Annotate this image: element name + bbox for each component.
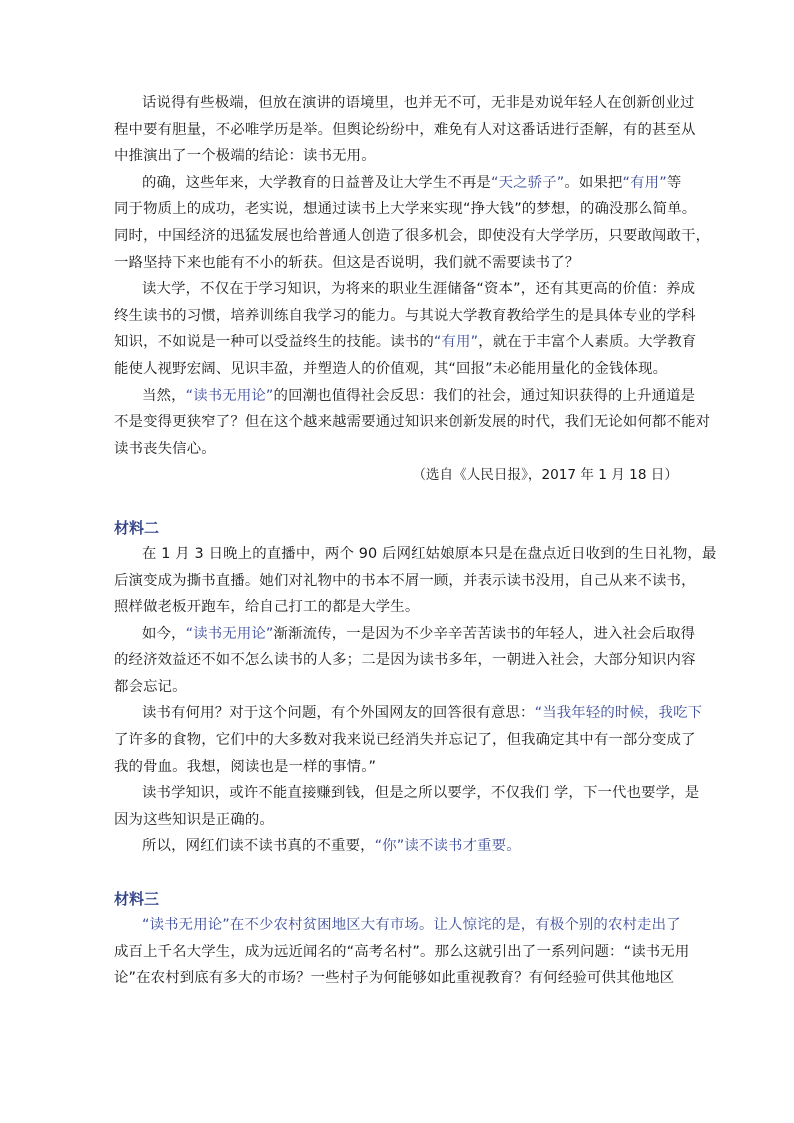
text-line: 的确，这些年来，大学教育的日益普及让大学生不再是“天之骄子”。如果把“有用”等 (142, 174, 682, 191)
paragraph (114, 621, 694, 701)
text-line: 照样做老板开跑车，给自己打工的都是大学生。 (114, 599, 420, 616)
text-line: 同时，中国经济的迅猛发展也给普通人创造了很多机会，即使没有大学学历，只要敢闯敢干， (114, 227, 711, 244)
paragraph (114, 541, 717, 621)
section-heading: 材料三 (114, 890, 160, 909)
text-line: 了许多的食物，它们中的大多数对我来说已经消失并忘记了，但我确定其中有一部分变成了 (114, 732, 696, 749)
paragraph (114, 90, 694, 170)
text-line: 知识，不如说是一种可以受益终生的技能。读书的“有用”，就在于丰富个人素质。大学教育 (114, 334, 697, 351)
text-line: 读大学，不仅在于学习知识，为将来的职业生涯储备“资本”，还有其更高的价值：养成 (142, 281, 696, 298)
quoted-term: “天之骄子” (490, 174, 565, 191)
text-line (114, 912, 694, 939)
text-line: 在 1 月 3 日晚上的直播中，两个 90 后网红姑娘原本只是在盘点近日收到的生日礼物，最 (142, 545, 717, 562)
text-line: 程中要有胆量，不必唯学历是举。但舆论纷纷中，难免有人对这番话进行歪解，有的甚至从 (114, 121, 696, 138)
quoted-term: “当我年轻的时候，我吃下 (534, 705, 703, 722)
text-line: 读书有何用？对于这个问题，有个外国网友的回答很有意思：“当我年轻的时候，我吃下 (142, 705, 703, 722)
paragraph (114, 170, 711, 276)
quoted-term: “有用” (622, 174, 667, 191)
text-line: 一路坚持下来也能有不小的斩获。但这是否说明，我们就不需要读书了？ (114, 254, 580, 271)
quoted-term: “读书无用论” (185, 625, 274, 642)
text-line: 话说得有些极端，但放在演讲的语境里，也并无不可，无非是劝说年轻人在创新创业过 (142, 95, 695, 111)
text-line: 后演变成为撕书直播。她们对礼物中的书本不屑一顾，并表示读书没用，自己从来不读书， (114, 572, 696, 589)
quoted-term: “有用” (433, 334, 479, 351)
text-line: 如今，“读书无用论”渐渐流传，一是因为不少辛辛苦苦读书的年轻人，进入社会后取得 (142, 625, 696, 642)
text-line: 同于物质上的成功，老实说，想通过读书上大学来实现“挣大钱”的梦想，的确没那么简单。 (114, 201, 697, 218)
text-line: 不是变得更狭窄了？但在这个越来越需要通过知识来创新发展的时代，我们无论如何都不能对 (114, 414, 711, 431)
source-citation: （选自《人民日报》，2017 年 1 月 18 日） (412, 467, 678, 484)
text-line: 终生读书的习惯，培养训练自我学习的能力。与其说大学教育教给学生的是具体专业的学科 (114, 307, 696, 324)
text-line: 读书学知识，或许不能直接赚到钱，但是之所以要学，不仅我们 学，下一代也要学，是 (142, 785, 700, 802)
quoted-term: “读书无用论”在不少农村贫困地区大有市场。让人惊诧的是，有极个别的农村走出了 (142, 917, 681, 934)
paragraph (114, 700, 703, 780)
text-line: 我的骨血。我想，阅读也是一样的事情。” (114, 758, 377, 775)
document-page (114, 90, 717, 992)
text-line: 中推演出了一个极端的结论：读书无用。 (114, 148, 376, 165)
text-line: 所以，网红们读不读书真的不重要，“你”读不读书才重要。 (142, 838, 521, 855)
text-line: 当然，“读书无用论”的回潮也值得社会反思：我们的社会，通过知识获得的上升通道是 (142, 387, 696, 404)
quoted-term: “你”读不读书才重要。 (374, 838, 521, 855)
text-line: 论”在农村到底有多大的市场？一些村子为何能够如此重视教育？有何经验可供其他地区 (114, 970, 675, 987)
paragraph (114, 383, 711, 463)
text-line: 都会忘记。 (114, 678, 187, 695)
text-line: 能使人视野宏阔、见识丰盈，并塑造人的价值观，其“回报”未必能用量化的金钱体现。 (114, 360, 668, 377)
text-line: 成百上千名大学生，成为远近闻名的“高考名村”。那么这就引出了一系列问题：“读书无用 (114, 943, 690, 960)
section-heading: 材料二 (114, 518, 160, 537)
paragraph (114, 780, 700, 833)
text-line: 读书丧失信心。 (114, 440, 216, 457)
paragraph (114, 912, 694, 992)
paragraph (114, 276, 697, 382)
text-line: 的经济效益还不如不怎么读书的人多；二是因为读书多年，一朝进入社会，大部分知识内容 (114, 652, 696, 669)
paragraph (114, 833, 694, 860)
quoted-term: “读书无用论” (185, 387, 274, 404)
text-line: 因为这些知识是正确的。 (114, 811, 274, 828)
